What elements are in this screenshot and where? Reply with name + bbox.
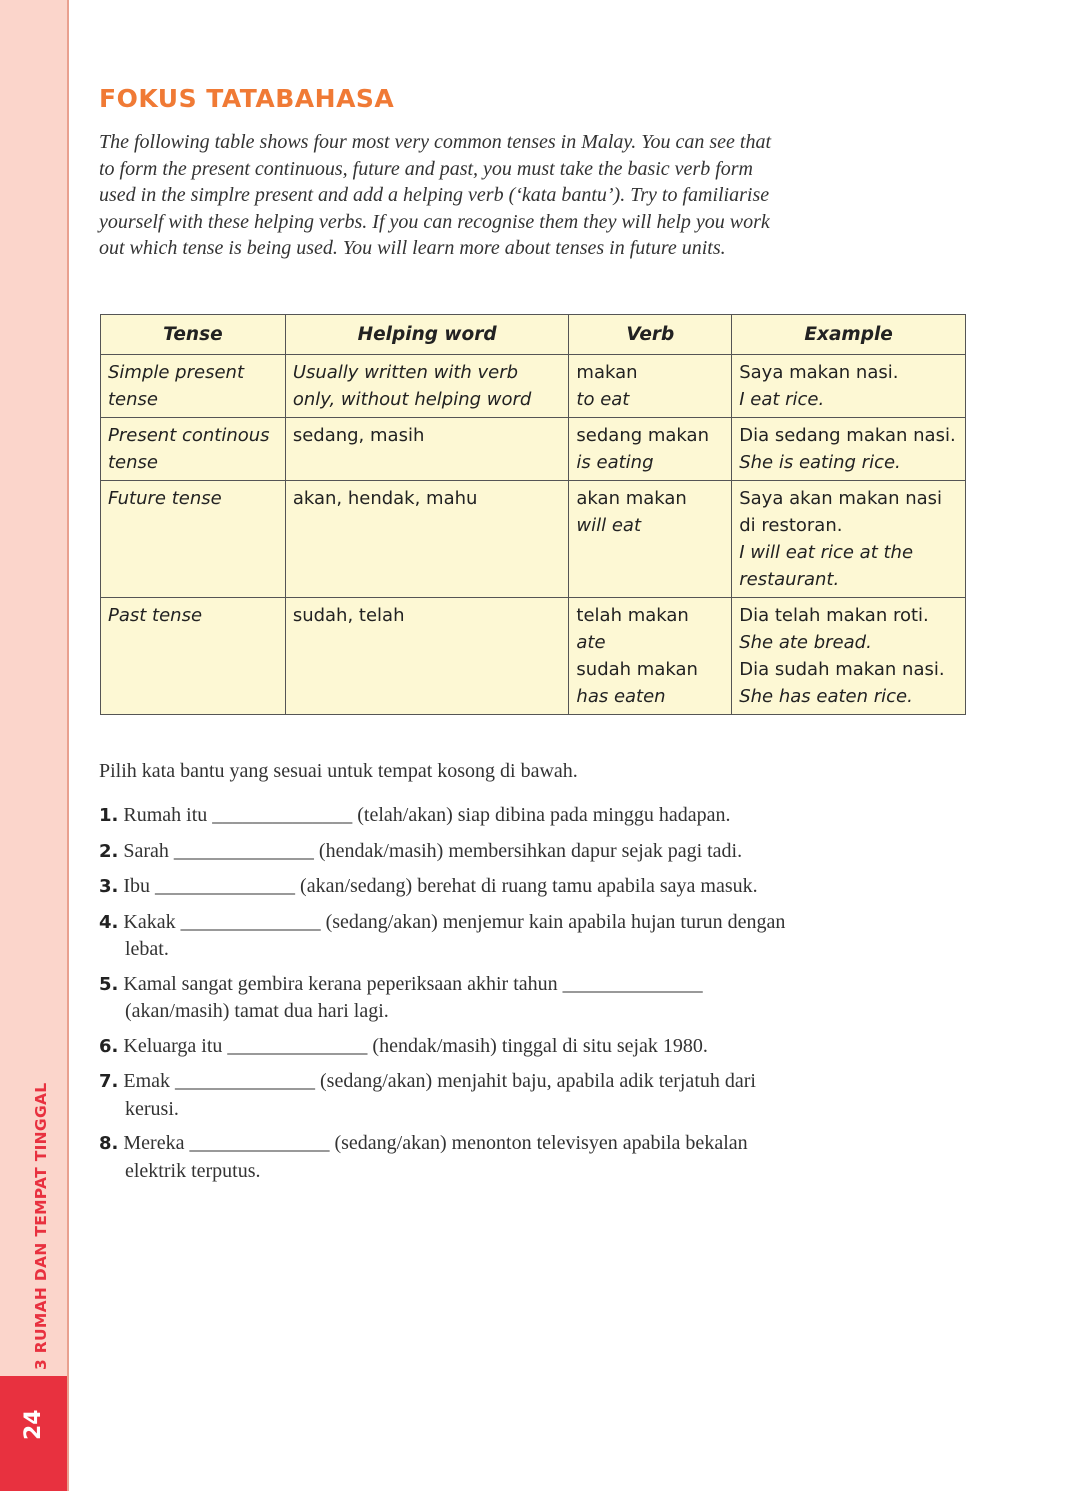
section-heading: FOKUS TATABAHASA xyxy=(99,84,395,113)
cell-example xyxy=(732,355,966,418)
cell-tense: Present continous tense xyxy=(101,418,286,481)
cell-example xyxy=(732,481,966,598)
cell-example xyxy=(732,598,966,715)
cell-helping: sudah, telah xyxy=(285,598,569,715)
cell-verb xyxy=(569,598,732,715)
verb-malay: akan makan xyxy=(576,488,687,509)
cell-verb xyxy=(569,418,732,481)
cell-helping: sedang, masih xyxy=(285,418,569,481)
table-row xyxy=(101,418,966,481)
cell-tense: Simple present tense xyxy=(101,355,286,418)
exercise-number: 2. xyxy=(99,840,119,862)
table-row xyxy=(101,598,966,715)
exercise-number: 1. xyxy=(99,805,119,826)
table-row xyxy=(101,481,966,598)
example-malay: Saya akan makan nasi di restoran. xyxy=(739,488,943,536)
exercise-text: Ibu ______________ (akan/sedang) berehat di ruang tamu apabila saya masuk. xyxy=(123,875,758,897)
exercise-item xyxy=(99,1130,799,1184)
example-english: She ate bread. xyxy=(739,632,872,653)
exercise-number: 3. xyxy=(99,876,119,897)
verb-malay: telah makan xyxy=(576,605,689,626)
verb-english: will eat xyxy=(576,515,642,536)
exercise-number: 7. xyxy=(99,1071,119,1092)
verb-english: is eating xyxy=(576,452,654,473)
header-helping-word: Helping word xyxy=(285,315,569,355)
exercise-number: 8. xyxy=(99,1133,119,1154)
table-row xyxy=(101,355,966,418)
cell-tense: Past tense xyxy=(101,598,286,715)
exercise-text: Mereka ______________ (sedang/akan) menonton televisyen apabila bekalan elektrik terputus. xyxy=(123,1132,748,1182)
exercise-text: Sarah ______________ (hendak/masih) membersihkan dapur sejak pagi tadi. xyxy=(123,839,743,862)
example-malay: Dia telah makan roti. xyxy=(739,605,929,626)
exercise-number: 4. xyxy=(99,911,119,933)
example-english: She is eating rice. xyxy=(739,452,901,473)
example-malay: Dia sedang makan nasi. xyxy=(739,425,956,446)
cell-helping: Usually written with verb only, without helping word xyxy=(285,355,569,418)
verb-english: to eat xyxy=(576,389,630,410)
example-english: I will eat rice at the restaurant. xyxy=(739,542,914,590)
exercise-item xyxy=(99,909,799,963)
exercise-item xyxy=(99,1068,799,1122)
verb-malay: sedang makan xyxy=(576,425,709,446)
verb-english: ate xyxy=(576,632,606,653)
exercise-item xyxy=(99,838,799,866)
exercise-item xyxy=(99,1033,799,1061)
cell-verb xyxy=(569,481,732,598)
example-english: I eat rice. xyxy=(739,389,825,410)
exercise-item xyxy=(99,971,799,1025)
exercise-text: Keluarga itu ______________ (hendak/masih) tinggal di situ sejak 1980. xyxy=(123,1034,708,1057)
verb-malay: sudah makan xyxy=(576,659,698,680)
example-malay: Dia sudah makan nasi. xyxy=(739,659,945,680)
header-example: Example xyxy=(732,315,966,355)
cell-example xyxy=(732,418,966,481)
cell-tense: Future tense xyxy=(101,481,286,598)
chapter-title: 3 RUMAH DAN TEMPAT TINGGAL xyxy=(32,1082,50,1370)
exercise-list xyxy=(99,802,799,1192)
exercise-item xyxy=(99,873,799,901)
intro-paragraph: The following table shows four most very common tenses in Malay. You can see that to form the present continuous, future and past, you must take the basic verb form used in the simplre present and add a helping verb (‘kata bantu’). Try to familiarise yourself with these helping verbs. If you can recognise them they will help you work out which tense is being used. You will learn more about tenses in future units. xyxy=(99,131,772,259)
exercise-item xyxy=(99,802,799,830)
cell-helping: akan, hendak, mahu xyxy=(285,481,569,598)
verb-malay: makan xyxy=(576,362,638,383)
exercise-text: Kamal sangat gembira kerana peperiksaan akhir tahun ______________ (akan/masih) tamat dua hari lagi. xyxy=(123,972,703,1022)
header-verb: Verb xyxy=(569,315,732,355)
cell-verb xyxy=(569,355,732,418)
header-tense: Tense xyxy=(101,315,286,355)
exercise-number: 5. xyxy=(99,973,119,995)
exercise-number: 6. xyxy=(99,1035,119,1057)
exercise-instruction: Pilih kata bantu yang sesuai untuk tempat kosong di bawah. xyxy=(99,760,578,782)
exercise-text: Rumah itu ______________ (telah/akan) siap dibina pada minggu hadapan. xyxy=(123,804,731,826)
verb-english: has eaten xyxy=(576,686,666,707)
example-english: She has eaten rice. xyxy=(739,686,913,707)
example-malay: Saya makan nasi. xyxy=(739,362,899,383)
exercise-text: Kakak ______________ (sedang/akan) menjemur kain apabila hujan turun dengan lebat. xyxy=(123,910,786,960)
table-header-row xyxy=(101,315,966,355)
page-number: 24 xyxy=(21,1409,46,1440)
exercise-text: Emak ______________ (sedang/akan) menjahit baju, apabila adik terjatuh dari kerusi. xyxy=(123,1070,756,1120)
tense-table xyxy=(100,314,966,715)
